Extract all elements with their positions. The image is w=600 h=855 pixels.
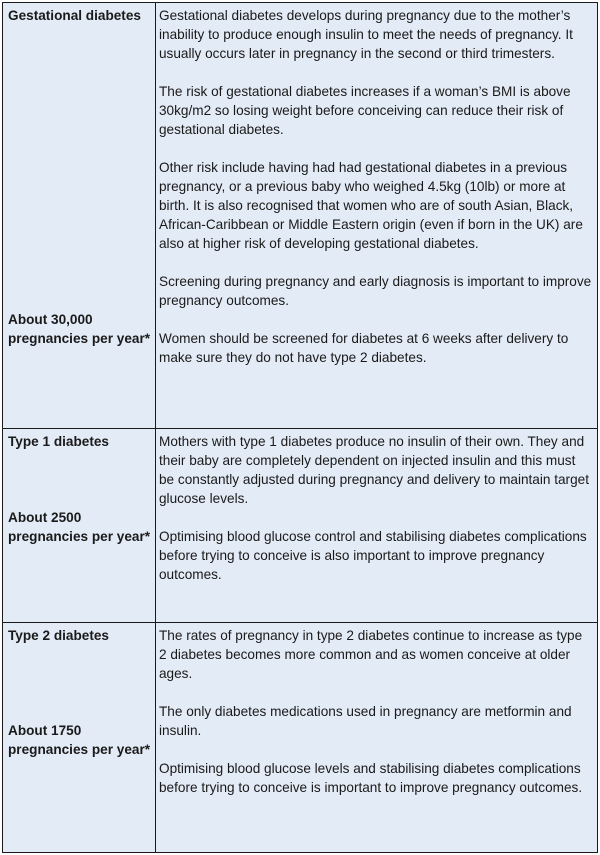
condition-stat: About 30,000 pregnancies per year* bbox=[8, 312, 151, 346]
description-paragraph: The risk of gestational diabetes increases if a woman’s BMI is above 30kg/m2 so losing weight before conceiving can reduce their risk of gestational diabetes. bbox=[159, 84, 571, 137]
condition-cell-inner bbox=[8, 432, 151, 619]
table-row-type2 bbox=[3, 623, 598, 853]
table-row-gestational bbox=[3, 3, 598, 429]
condition-name: Gestational diabetes bbox=[8, 8, 141, 23]
description-paragraph: Optimising blood glucose levels and stabilising diabetes complications before trying to conceive is important to improve pregnancy outcomes. bbox=[159, 761, 583, 795]
condition-stat: About 2500 pregnancies per year* bbox=[8, 510, 151, 544]
description-cell bbox=[156, 429, 598, 623]
description-paragraph: Optimising blood glucose control and stabilising diabetes complications before trying to conceive is also important to improve pregnancy outcomes. bbox=[159, 529, 587, 582]
description-paragraph: Screening during pregnancy and early diagnosis is important to improve pregnancy outcomes. bbox=[159, 274, 592, 308]
condition-cell-inner bbox=[8, 626, 151, 849]
description-paragraph: The only diabetes medications used in pregnancy are metformin and insulin. bbox=[159, 704, 572, 738]
condition-name: Type 1 diabetes bbox=[8, 434, 109, 449]
description-cell bbox=[156, 3, 598, 429]
description-paragraph: Mothers with type 1 diabetes produce no insulin of their own. They and their baby are completely dependent on injected insulin and this must be constantly adjusted during pregnancy and delivery to maintain target glucose levels. bbox=[159, 434, 589, 506]
diabetes-pregnancy-table bbox=[2, 2, 598, 853]
condition-cell bbox=[3, 429, 156, 623]
table-row-type1 bbox=[3, 429, 598, 623]
condition-cell bbox=[3, 623, 156, 853]
description-paragraph: The rates of pregnancy in type 2 diabetes continue to increase as type 2 diabetes becomes more common and as women conceive at older ages. bbox=[159, 628, 583, 681]
description-cell bbox=[156, 623, 598, 853]
condition-cell bbox=[3, 3, 156, 429]
description-paragraph: Other risk include having had had gestational diabetes in a previous pregnancy, or a previous baby who weighed 4.5kg (10lb) or more at birth. It is also recognised that women who are of south Asian, Black, African-Caribbean or Middle Eastern origin (even if born in the UK) are also at higher risk of developing gestational diabetes. bbox=[159, 160, 583, 251]
condition-stat: About 1750 pregnancies per year* bbox=[8, 723, 151, 757]
condition-name: Type 2 diabetes bbox=[8, 628, 109, 643]
condition-cell-inner bbox=[8, 6, 151, 425]
description-paragraph: Women should be screened for diabetes at 6 weeks after delivery to make sure they do not have type 2 diabetes. bbox=[159, 331, 569, 365]
description-paragraph: Gestational diabetes develops during pregnancy due to the mother’s inability to produce enough insulin to meet the needs of pregnancy. It usually occurs later in pregnancy in the second or third trimesters. bbox=[159, 8, 573, 61]
